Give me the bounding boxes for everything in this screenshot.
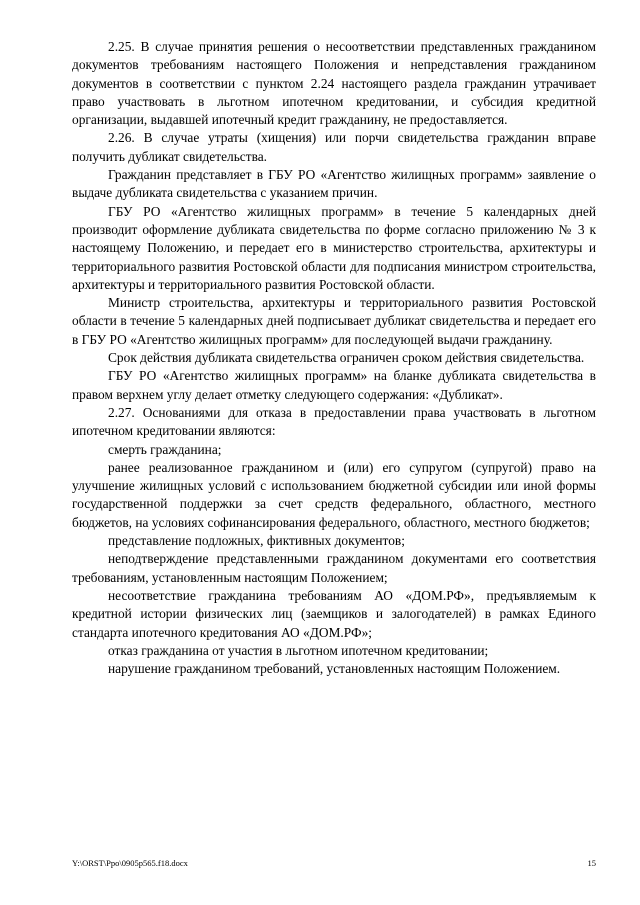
list-item-fake-documents: представление подложных, фиктивных документов;	[108, 533, 405, 549]
footer-file-path: Y:\ORST\Ppo\0905p565.f18.docx	[72, 858, 188, 868]
footer-page-number: 15	[587, 858, 596, 868]
paragraph-2-27: 2.27. Основаниями для отказа в предоставлении права участвовать в льготном ипотечном кредитовании являются:	[72, 404, 596, 439]
list-item-credit-history: несоответствие гражданина требованиям АО «ДОМ.РФ», предъявляемым к кредитной истории физических лиц (заемщиков и залогодателей) в рамках Единого стандарта ипотечного кредитования АО «ДОМ.РФ»;	[72, 587, 596, 640]
list-item-death: смерть гражданина;	[108, 441, 222, 457]
document-page	[72, 38, 596, 678]
paragraph-minister-signs: Министр строительства, архитектуры и территориального развития Ростовской области в течение 5 календарных дней подписывает дубликат свидетельства и передает его в ГБУ РО «Агентство жилищных программ» для последующей выдачи гражданину.	[72, 295, 596, 347]
list-item-violation: нарушение гражданином требований, установленных настоящим Положением.	[108, 661, 561, 677]
list-item-prior-subsidy: ранее реализованное гражданином и (или) его супругом (супругой) право на улучшение жилищных условий с использованием бюджетной субсидии или иной формы государственной поддержки за счет средств федерального, областного, местного бюджетов, на условиях софинансирования федерального, областного, местного бюджетов;	[72, 459, 596, 530]
paragraph-duplicate-mark: ГБУ РО «Агентство жилищных программ» на бланке дубликата свидетельства в правом верхнем углу делает отметку следующего содержания: «Дубликат».	[72, 368, 596, 402]
paragraph-2-26: 2.26. В случае утраты (хищения) или порчи свидетельства гражданин вправе получить дубликат свидетельства.	[72, 130, 596, 164]
paragraph-application: Гражданин представляет в ГБУ РО «Агентство жилищных программ» заявление о выдаче дубликата свидетельства с указанием причин.	[72, 167, 596, 201]
paragraph-validity: Срок действия дубликата свидетельства ограничен сроком действия свидетельства.	[108, 350, 585, 366]
paragraph-2-25: 2.25. В случае принятия решения о несоответствии представленных гражданином документов требованиям настоящего Положения и непредставления гражданином документов в соответствии с пунктом 2.24 настоящего раздела гражданин утрачивает право участвовать в льготном ипотечном кредитовании, и субсидия кредитной организации, выдавшей ипотечный кредит гражданину, не предоставляется.	[72, 39, 596, 128]
list-item-unconfirmed: неподтверждение представленными гражданином документами его соответствия требованиям, установленным настоящим Положением;	[72, 551, 596, 585]
paragraph-agency-duplicate: ГБУ РО «Агентство жилищных программ» в течение 5 календарных дней производит оформление дубликата свидетельства по форме согласно приложению № 3 к настоящему Положению, и передает его в министерство строительства, архитектуры и территориального развития Ростовской области для подписания министром строительства, архитектуры и территориального развития Ростовской области.	[72, 203, 596, 292]
list-item-refusal: отказ гражданина от участия в льготном ипотечном кредитовании;	[108, 642, 489, 658]
